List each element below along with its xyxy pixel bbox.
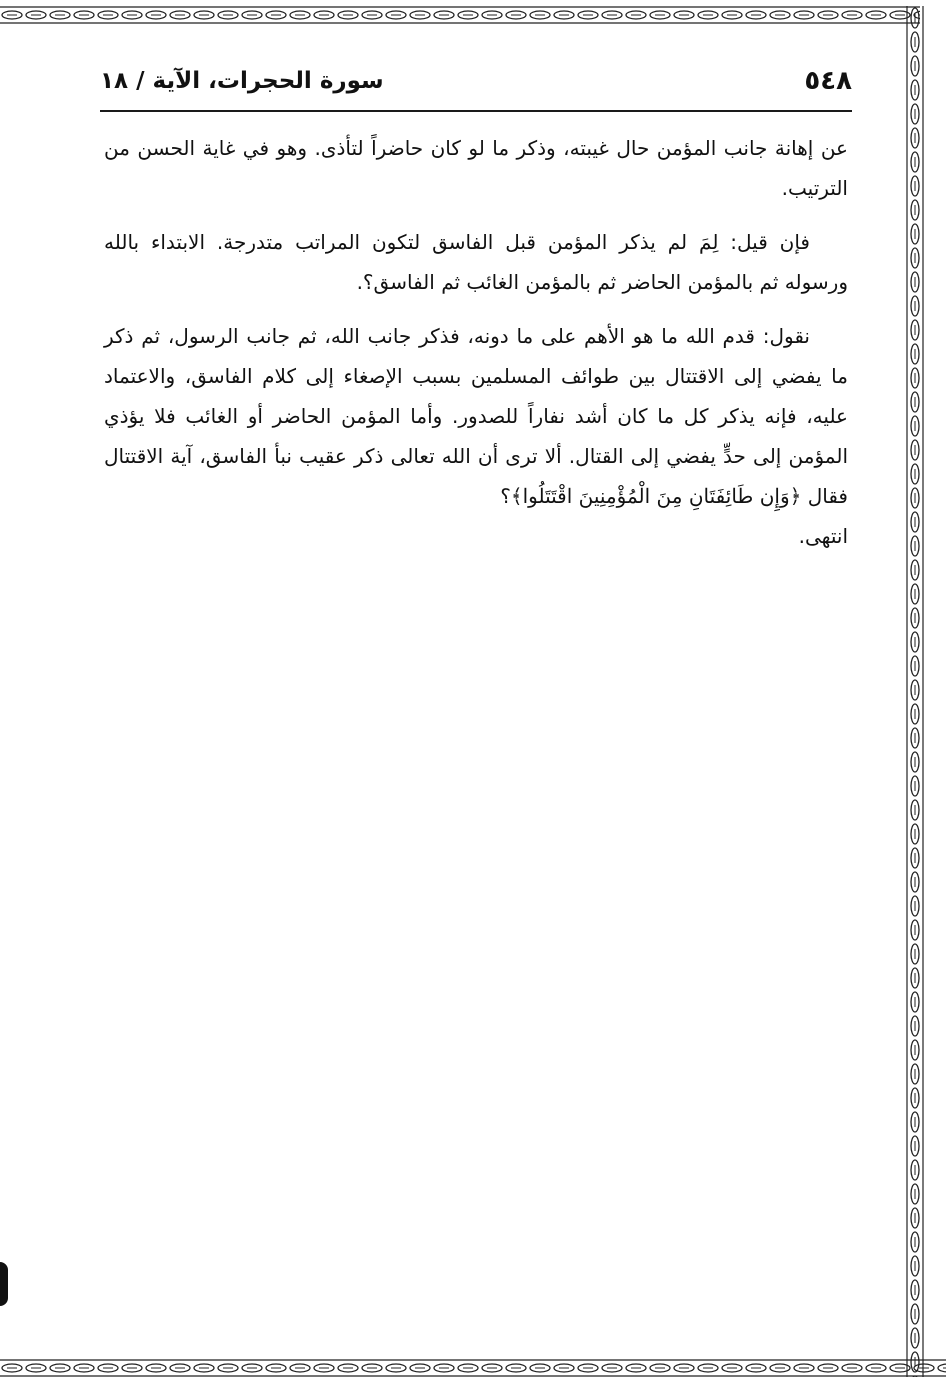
main-text [104, 128, 848, 570]
paragraph-2: فإن قيل: لِمَ لم يذكر المؤمن قبل الفاسق لتكون المراتب متدرجة. الابتداء بالله ورسوله ثم بالمؤمن الحاضر ثم بالمؤمن الغائب ثم الفاسق؟. [104, 230, 848, 294]
paragraph-3-text: نقول: قدم الله ما هو الأهم على ما دونه، فذكر جانب الله، ثم جانب الرسول، ثم ذكر ما يفضي إلى الاقتتال بين طوائف المسلمين بسبب الإصغاء إلى كلام الفاسق، والاعتماد عليه، فإنه يذكر كل ما كان أشد نفاراً للصدور. وأما المؤمن الحاضر أو الغائب فلا يؤذي المؤمن إلى حدٍّ يفضي إلى القتال. ألا ترى أن الله تعالى ذكر عقيب نبأ الفاسق، آية الاقتتال فقال [104, 324, 848, 508]
paragraph-1: عن إهانة جانب المؤمن حال غيبته، وذكر ما لو كان حاضراً لتأذى. وهو في غاية الحسن من الترتيب. [104, 136, 848, 200]
paragraph-3 [104, 316, 848, 516]
bottom-decorative-border [0, 1359, 946, 1377]
running-head: سورة الحجرات، الآية / ١٨ [100, 68, 384, 94]
paragraph-end: انتهى. [798, 524, 848, 548]
header-rule [100, 110, 852, 112]
page-header [100, 62, 852, 106]
binding-mark [0, 1262, 8, 1306]
page-number: ٥٤٨ [804, 66, 852, 96]
quranic-verse: ﴿وَإِن طَائِفَتَانِ مِنَ الْمُؤْمِنِينَ اقْتَتَلُوا﴾؟ [500, 484, 802, 508]
top-decorative-border [0, 6, 920, 24]
right-decorative-border [906, 6, 924, 1377]
